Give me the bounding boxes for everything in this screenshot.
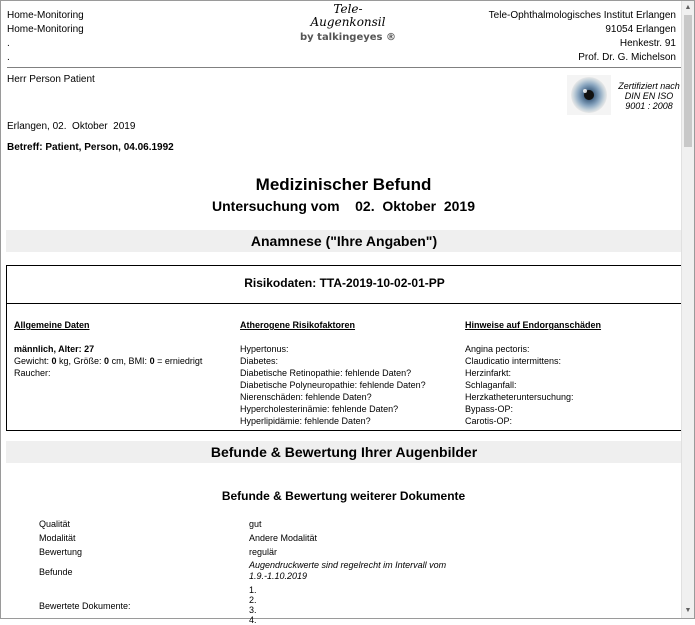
section-heading: Anamnese ("Ihre Angaben")	[250, 233, 438, 249]
smoker-line: Raucher:	[14, 368, 51, 378]
risk-item: Diabetische Retinopathie: fehlende Daten?	[240, 368, 412, 378]
certification-line: DIN EN ISO	[624, 91, 674, 101]
page-title: Medizinischer Befund	[255, 175, 432, 194]
section-anamnese	[6, 230, 682, 252]
bmi-label: cm, BMI:	[109, 356, 150, 366]
weight-line	[14, 355, 202, 367]
general-data-column	[14, 319, 202, 379]
doc-value: Andere Modalität	[249, 533, 318, 543]
doc-list-item: 1.	[249, 585, 257, 595]
doc-label: Modalität	[39, 533, 76, 543]
institute-line: Henkestr. 91	[619, 38, 676, 49]
doc-value: gut	[249, 519, 262, 529]
sender-line: Home-Monitoring	[7, 10, 84, 21]
risk-item: Hypercholesterinämie: fehlende Daten?	[240, 404, 399, 414]
height-label: kg, Größe:	[56, 356, 105, 366]
organ-item: Carotis-OP:	[465, 416, 513, 426]
sender-line: .	[7, 38, 10, 49]
documents-heading: Befunde & Bewertung weiterer Dokumente	[221, 489, 466, 503]
vertical-scrollbar[interactable]	[681, 1, 694, 618]
column-heading: Atherogene Risikofaktoren	[240, 320, 356, 330]
doc-value: regulär	[249, 547, 278, 557]
certification-line: Zertifiziert nach	[618, 81, 680, 91]
end-organ-column	[465, 319, 601, 427]
organ-item: Bypass-OP:	[465, 404, 514, 414]
sender-block	[7, 9, 84, 65]
risk-item: Hyperlipidämie: fehlende Daten?	[240, 416, 371, 426]
certification-line: 9001 : 2008	[625, 101, 673, 111]
findings-text-line: 1.9.-1.10.2019	[249, 571, 308, 581]
page-subtitle: Untersuchung vom 02. Oktober 2019	[212, 198, 475, 214]
date-line: Erlangen, 02. Oktober 2019	[7, 121, 136, 132]
risk-data-box	[6, 265, 683, 431]
findings-label: Befunde	[39, 567, 73, 577]
risk-item: Nierenschäden: fehlende Daten?	[240, 392, 372, 402]
organ-item: Angina pectoris:	[465, 344, 530, 354]
doc-list-item: 3.	[249, 605, 257, 615]
atherogenic-risk-column	[240, 319, 426, 427]
findings-text-line: Augendruckwerte sind regelrecht im Intervall vom	[249, 560, 447, 570]
column-heading: Hinweise auf Endorganschäden	[465, 320, 602, 330]
scroll-up-icon[interactable]: ▲	[684, 4, 692, 11]
risk-title: Risikodaten: TTA-2019-10-02-01-PP	[244, 276, 445, 290]
sex-age: männlich, Alter: 27	[14, 344, 95, 354]
eye-icon	[567, 75, 611, 115]
evaluated-docs-label: Bewertete Dokumente:	[39, 601, 131, 611]
recipient: Herr Person Patient	[7, 74, 95, 85]
institute-line: 91054 Erlangen	[605, 24, 676, 35]
weight-value: 0	[51, 356, 57, 366]
sender-line: .	[7, 52, 10, 63]
logo-text-line2: Augenkonsil	[310, 15, 386, 29]
risk-title-rule	[7, 303, 682, 304]
doc-list-item: 2.	[249, 595, 257, 605]
organ-item: Herzinfarkt:	[465, 368, 512, 378]
findings-text	[249, 560, 446, 582]
section-heading: Befunde & Bewertung Ihrer Augenbilder	[210, 444, 478, 460]
doc-list-item: 4.	[249, 615, 257, 625]
organ-item: Schlaganfall:	[465, 380, 517, 390]
evaluated-docs-list	[249, 585, 257, 625]
subject-line: Betreff: Patient, Person, 04.06.1992	[7, 142, 174, 153]
risk-item: Diabetes:	[240, 356, 279, 366]
sender-line: Home-Monitoring	[7, 24, 84, 35]
height-value: 0	[104, 356, 110, 366]
organ-item: Herzkatheteruntersuchung:	[465, 392, 574, 402]
logo-text-line1: Tele-	[333, 2, 363, 16]
risk-item: Hypertonus:	[240, 344, 289, 354]
column-heading: Allgemeine Daten	[14, 320, 90, 330]
bmi-value: 0	[149, 356, 155, 366]
header-rule	[7, 67, 681, 68]
section-findings	[6, 441, 682, 463]
organ-item: Claudicatio intermittens:	[465, 356, 562, 366]
logo-byline: by talkingeyes ®	[300, 32, 396, 43]
institute-block	[489, 9, 676, 65]
risk-item: Diabetische Polyneuropathie: fehlende Daten?	[240, 380, 426, 390]
scroll-down-icon[interactable]: ▼	[684, 607, 692, 614]
certification	[613, 81, 685, 111]
institute-line: Prof. Dr. G. Michelson	[578, 52, 676, 63]
logo	[293, 3, 403, 44]
weight-label: Gewicht:	[14, 356, 52, 366]
scrollbar-thumb[interactable]	[684, 15, 692, 147]
doc-label: Bewertung	[39, 547, 83, 557]
bmi-rating: = erniedrigt	[154, 356, 203, 366]
doc-label: Qualität	[39, 519, 71, 529]
institute-line: Tele-Ophthalmologisches Institut Erlangen	[488, 10, 676, 21]
